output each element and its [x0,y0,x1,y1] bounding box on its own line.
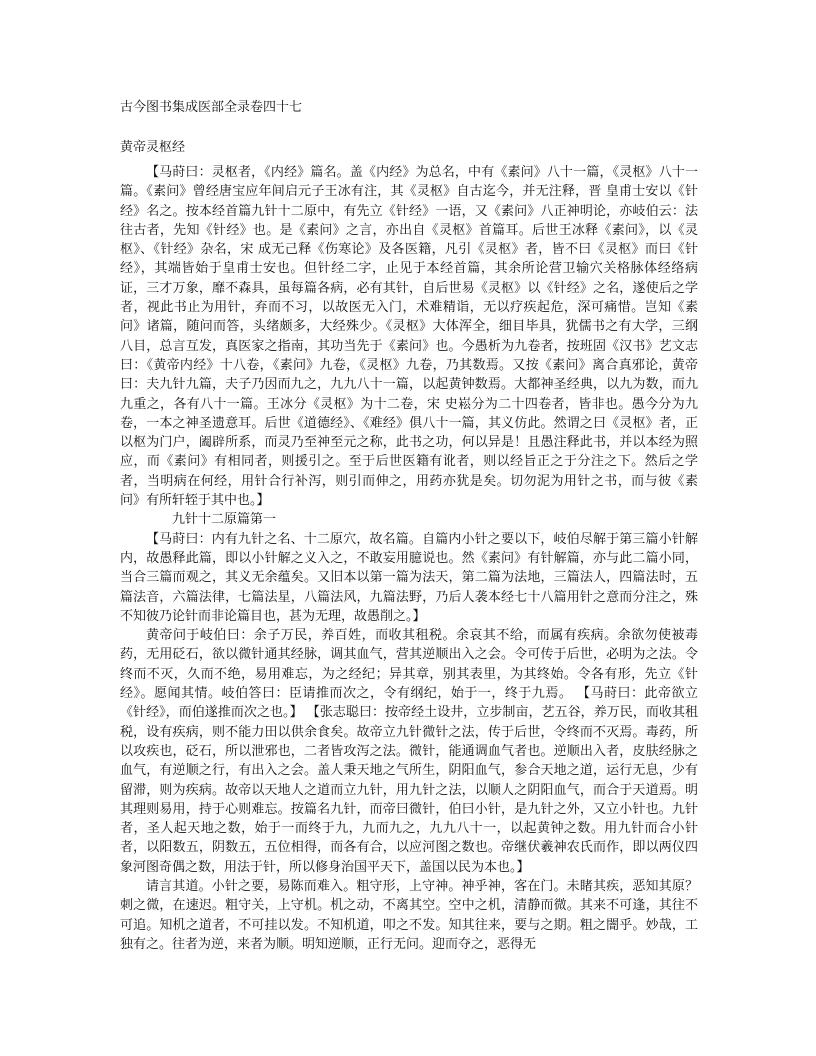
document-subtitle: 黄帝灵枢经 [120,140,186,155]
section-heading: 九针十二原篇第一 [172,512,277,528]
document-title: 古今图书集成医部全录卷四十七 [120,100,303,115]
paragraph: 黄帝问于岐伯曰：余子万民，养百姓，而收其租税。余哀其不给，而属有疾病。余欲勿使被毒药，无用砭石，欲以微针通其经脉，调其血气，营其逆顺出入之会。令可传于后世，必明为之法。令终而不灭，久而不绝，易用难忘，为之经纪；异其章，别其表里，为其终始。令各有形，先立《针经》。愿闻其情。岐伯答曰：臣请推而次之，令有纲纪，始于一，终于九焉。 【马莳曰：此帝欲立《针经》，而伯遂推而次之也。】 【张志聪曰：按帝经土设井，立步制亩，艺五谷，养万民，而收其租税，设有疾病，则不能力田以供余食矣。故帝立九针微针之法，传于后世，令终而不灭焉。毒药，所以攻疾也，砭石，所以泄邪也，二者皆攻泻之法。微针，能通调血气者也。逆顺出入者，皮肤经脉之血气，有逆顺之行，有出入之会。盖人秉天地之气所生，阴阳血气，参合天地之道，运行无息，少有留滞，则为疾病。故帝以天地人之道而立九针，用九针之法，以顺人之阴阳血气，而合于天道焉。明其理则易用，持于心则难忘。按篇名九针，而帝曰微针，伯曰小针，是九针之外，又立小针也。九针者，圣人起天地之数，始于一而终于九，九而九之，九九八十一，以起黄钟之数。用九针而合小针者，以阳数五，阴数五，五位相得，而各有合，以应河图之数也。帝继伏羲神农氏而作，即以两仪四象河图奇偶之数，用法于针，所以修身治国平天下，盖国以民为本也。】 [120,628,698,875]
paragraph: 【马莳曰：灵枢者，《内经》篇名。盖《内经》为总名，中有《素问》八十一篇，《灵枢》八十一篇。《素问》曾经唐宝应年间启元子王冰有注，其《灵枢》自古迄今，并无注释，晋 皇甫士安以《针经》名之。按本经首篇九针十二原中，有先立《针经》一语，又《素问》八正神明论，亦岐伯云：法往古者，先知《针经》也。是《素问》之言，亦出自《灵枢》首篇耳。后世王冰释《素问》，以《灵枢》、《针经》杂名，宋 成无己释《伤寒论》及各医籍，凡引《灵枢》者，皆不曰《灵枢》而曰《针经》，其端皆始于皇甫士安也。但针经二字，止见于本经首篇，其余所论营卫输穴关格脉体经络病证，三才万象，靡不森具，虽每篇各病，必有其针，自后世易《灵枢》以《针经》之名，遂使后之学者，视此书止为用针，弃而不习，以故医无入门，术难精诣，无以疗疾起危，深可痛惜。岂知《素问》诸篇，随问而答，头绪颇多，大经殊少。《灵枢》大体浑全，细目毕具，犹儒书之有大学，三纲八目，总言互发，真医家之指南，其功当先于《素问》也。今愚析为九卷者，按班固《汉书》艺文志曰：《黄帝内经》十八卷，《素问》九卷，《灵枢》九卷，乃其数焉。又按《素问》离合真邪论，黄帝曰：夫九针九篇，夫子乃因而九之，九九八十一篇，以起黄钟数焉。大都神圣经典，以九为数，而九九重之，各有八十一篇。王冰分《灵枢》为十二卷，宋 史崧分为二十四卷者，皆非也。愚今分为九卷，一本之神圣遗意耳。后世《道德经》、《难经》俱八十一篇，其义仿此。然谓之曰《灵枢》者，正以枢为门户，阖辟所系，而灵乃至神至元之称，此书之功，何以异是！且愚注释此书，并以本经为照应，而《素问》有相同者，则援引之。至于后世医籍有讹者，则以经旨正之于分注之下。然后之学者，当明病在何经，用针合行补泻，则引而伸之，用药亦犹是矣。切勿泥为用针之书，而与彼《素问》有所轩轾于其中也。】 [120,165,698,509]
document-body [120,163,698,954]
paragraph: 请言其道。小针之要，易陈而难入。粗守形，上守神。神乎神，客在门。未睹其疾，恶知其原？刺之微，在速迟。粗守关，上守机。机之动，不离其空。空中之机，清静而微。其来不可逢，其往不可追。知机之道者，不可挂以发。不知机道，叩之不发。知其往来，要与之期。粗之闇乎。妙哉，工独有之。往者为逆，来者为顺。明知逆顺，正行无问。迎而夺之，恶得无 [120,878,698,952]
paragraph: 【马莳曰：内有九针之名、十二原穴，故名篇。自篇内小针之要以下，岐伯尽解于第三篇小针解内，故愚释此篇，即以小针解之义入之，不敢妄用臆说也。然《素问》有针解篇，亦与此二篇小同，当合三篇而观之，其义无余蕴矣。又旧本以第一篇为法天，第二篇为法地，三篇法人，四篇法时，五篇法音，六篇法律，七篇法星，八篇法风，九篇法野，乃后人袭本经七十八篇用针之意而分注之，殊不知彼乃论针而非论篇目也，甚为无理，故愚削之。】 [120,531,698,624]
